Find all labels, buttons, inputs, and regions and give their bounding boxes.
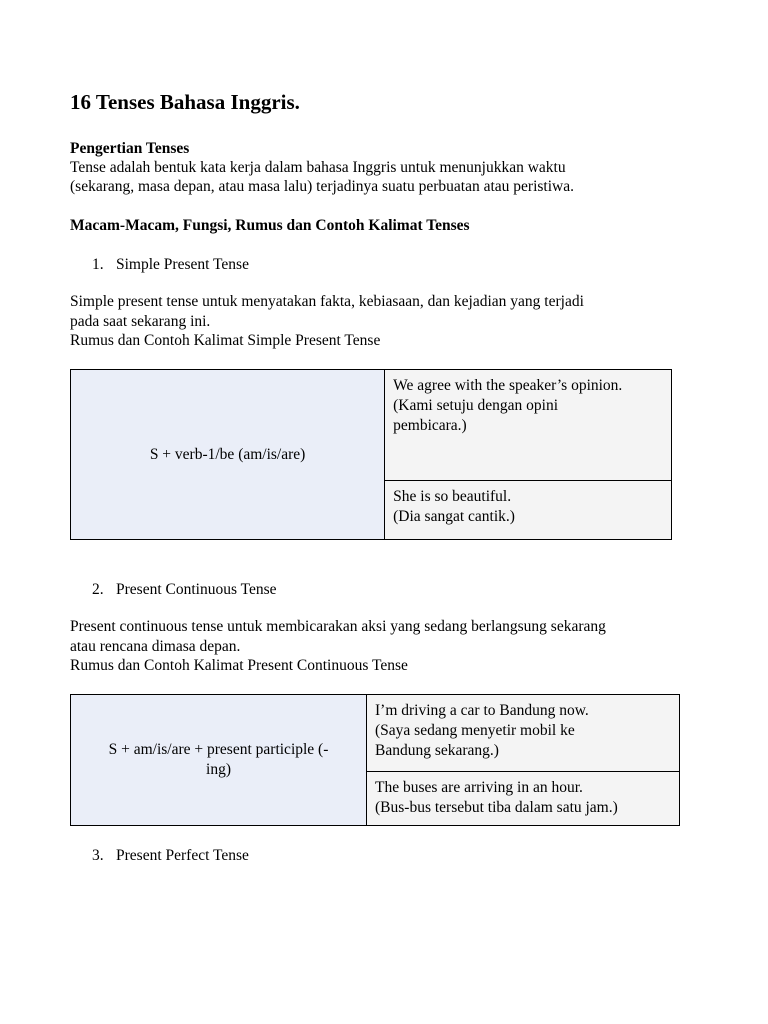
section-title: Present Continuous Tense (116, 581, 277, 598)
example-cell (367, 772, 680, 826)
example-translation: Bandung sekarang.) (375, 742, 499, 759)
example-cell (367, 695, 680, 772)
section-2-rumus-label: Rumus dan Contoh Kalimat Present Continuous Tense (70, 657, 408, 674)
formula-cell (71, 370, 385, 540)
section-1-desc-line-2: pada saat sekarang ini. (70, 313, 211, 330)
example-cell (385, 370, 672, 481)
section-1-rumus-label: Rumus dan Contoh Kalimat Simple Present Tense (70, 332, 381, 349)
example-translation: pembicara.) (393, 417, 467, 434)
example-sentence: The buses are arriving in an hour. (375, 779, 583, 796)
macam-heading: Macam-Macam, Fungsi, Rumus dan Contoh Kalimat Tenses (70, 217, 470, 234)
example-sentence: I’m driving a car to Bandung now. (375, 702, 589, 719)
pengertian-text-line-1: Tense adalah bentuk kata kerja dalam bahasa Inggris untuk menunjukkan waktu (70, 159, 566, 176)
example-translation: (Saya sedang menyetir mobil ke (375, 722, 575, 739)
section-1-desc-line-1: Simple present tense untuk menyatakan fakta, kebiasaan, dan kejadian yang terjadi (70, 293, 584, 310)
formula-text: ing) (206, 761, 231, 778)
section-2-desc-line-1: Present continuous tense untuk membicarakan aksi yang sedang berlangsung sekarang (70, 618, 606, 635)
example-translation: (Bus-bus tersebut tiba dalam satu jam.) (375, 799, 618, 816)
section-title: Simple Present Tense (116, 256, 249, 273)
section-number: 2. (92, 581, 104, 598)
section-title: Present Perfect Tense (116, 847, 249, 864)
section-2-heading (92, 580, 277, 600)
section-3-heading (92, 846, 249, 866)
section-1-heading (92, 255, 249, 275)
pengertian-text-line-2: (sekarang, masa depan, atau masa lalu) terjadinya suatu perbuatan atau peristiwa. (70, 178, 574, 195)
section-number: 3. (92, 847, 104, 864)
example-translation: (Dia sangat cantik.) (393, 508, 515, 525)
formula-text: S + am/is/are + present participle (- (108, 741, 329, 758)
page-title: 16 Tenses Bahasa Inggris. (70, 90, 300, 114)
example-sentence: She is so beautiful. (393, 488, 512, 505)
formula-text: S + verb-1/be (am/is/are) (149, 445, 306, 463)
example-translation: (Kami setuju dengan opini (393, 397, 559, 414)
section-2-desc-line-2: atau rencana dimasa depan. (70, 638, 241, 655)
pengertian-heading: Pengertian Tenses (70, 140, 190, 157)
formula-cell (71, 695, 367, 826)
section-1-formula-table (70, 369, 672, 540)
example-sentence: We agree with the speaker’s opinion. (393, 377, 623, 394)
example-cell (385, 481, 672, 540)
section-2-formula-table (70, 694, 680, 826)
section-number: 1. (92, 256, 104, 273)
